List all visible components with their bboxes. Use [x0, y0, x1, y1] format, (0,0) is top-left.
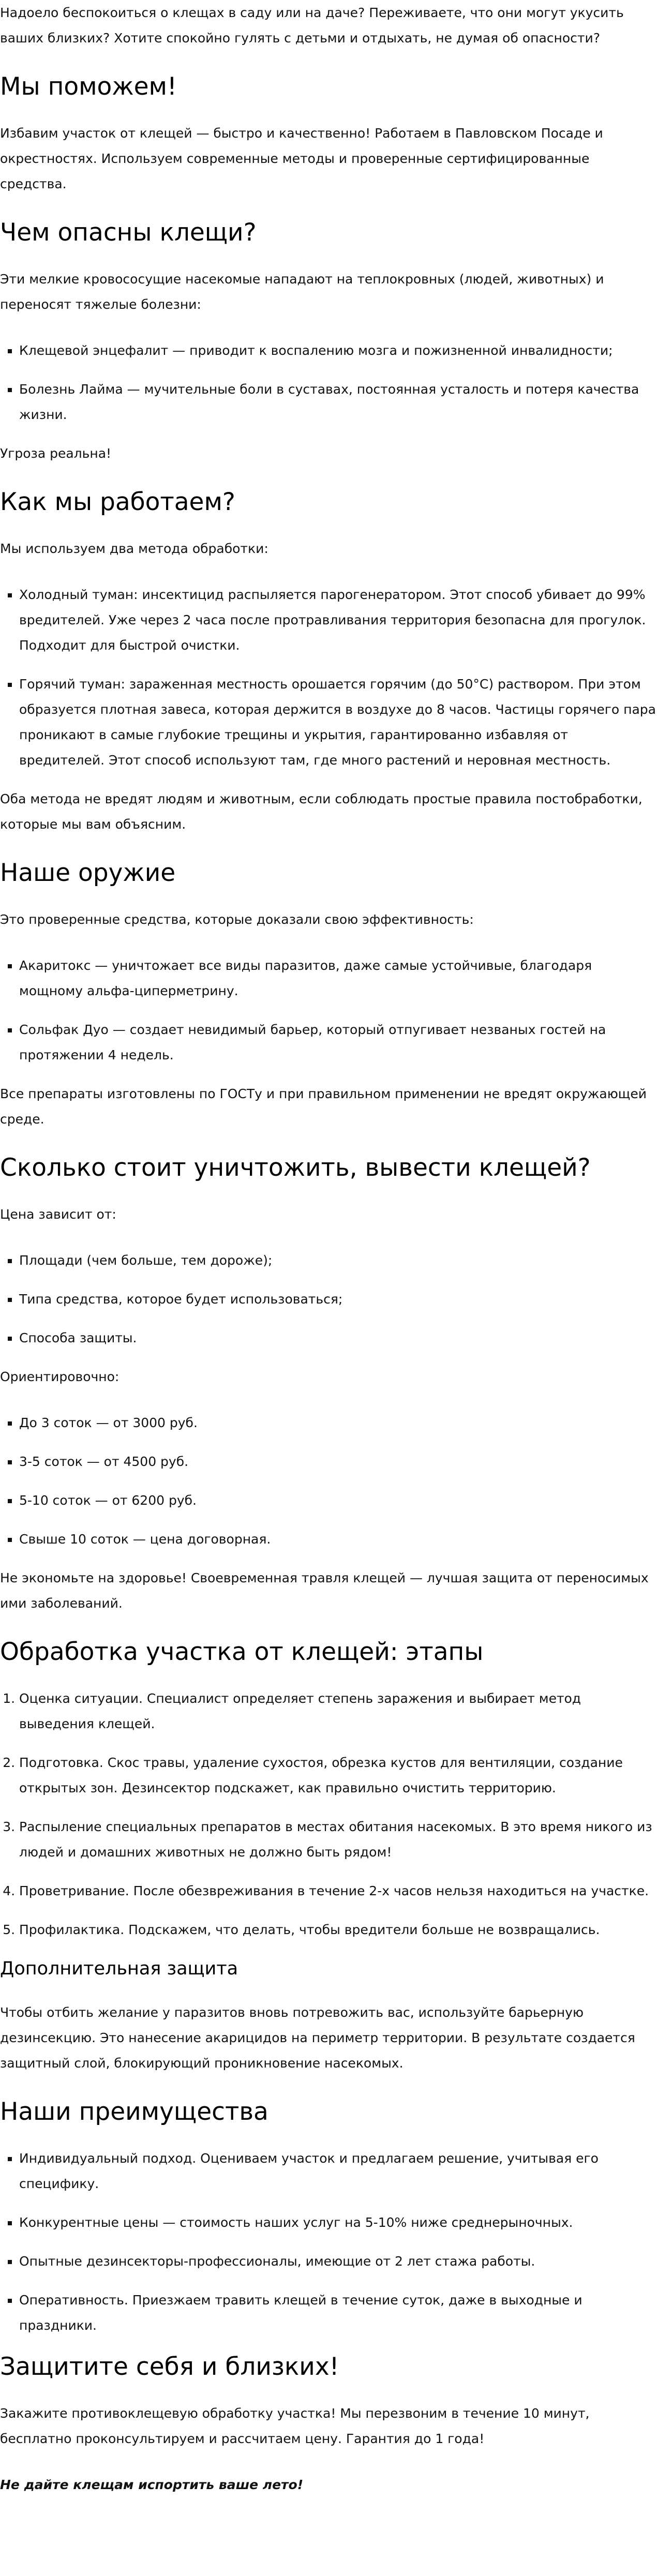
stage-item: 2. Подготовка. Скос травы, удаление сухостоя, обрезка кустов для вентиляции, создание открытых зон. Дезинсектор подскажет, как правильно очистить территорию. [19, 1750, 657, 1801]
help-paragraph: Избавим участок от клещей — быстро и качественно! Работаем в Павловском Посаде и окрестностях. Используем современные методы и проверенные сертифицированные средства. [0, 126, 603, 191]
list-item: ▪ Горячий туман: зараженная местность орошается горячим (до 50°C) раствором. При этом образуется плотная завеса, которая держится в воздухе до 8 часов. Частицы горячего пара проникают в самые глубокие трещины и укрытия, гарантированно избавляя от вредителей. Этот способ используют там, где много растений и неровная местность. [19, 671, 657, 773]
weapons-outro: Все препараты изготовлены по ГОСТу и при правильном применении не вредят окружающей среде. [0, 1086, 647, 1127]
stages-list [0, 1686, 657, 1942]
cta-text: Не дайте клещам испортить ваше лето! [0, 2477, 304, 2492]
advantages-heading: Наши преимущества [0, 2098, 268, 2126]
list-item: ▪ Способа защиты. [19, 1325, 657, 1351]
products-list [0, 953, 657, 1068]
price-paragraph: Цена зависит от: [0, 1207, 116, 1222]
methods-list [0, 582, 657, 773]
price-heading: Сколько стоит уничтожить, вывести клещей? [0, 1154, 591, 1182]
how-outro: Оба метода не вредят людям и животным, если соблюдать простые правила постобработки, которые мы вам объясним. [0, 791, 643, 832]
danger-paragraph: Эти мелкие кровососущие насекомые нападают на теплокровных (людей, животных) и переносят тяжелые болезни: [0, 272, 604, 312]
price-item: ▪ 3-5 соток — от 4500 руб. [19, 1449, 657, 1474]
help-heading: Мы поможем! [0, 72, 177, 101]
stage-item: 5. Профилактика. Подскажем, что делать, чтобы вредители больше не возвращались. [19, 1917, 657, 1942]
how-heading: Как мы работаем? [0, 488, 235, 516]
stage-item: 1. Оценка ситуации. Специалист определяет степень заражения и выбирает метод выведения клещей. [19, 1686, 657, 1736]
intro-paragraph: Надоело беспокоиться о клещах в саду или на даче? Переживаете, что они могут укусить ваших близких? Хотите спокойно гулять с детьми и отдыхать, не думая об опасности? [0, 5, 624, 46]
list-item: ▪ Типа средства, которое будет использоваться; [19, 1286, 657, 1312]
danger-outro: Угроза реальна! [0, 446, 112, 461]
advantages-list [0, 2146, 657, 2338]
list-item: ▪ Болезнь Лайма — мучительные боли в суставах, постоянная усталость и потеря качества жизни. [19, 377, 657, 427]
weapons-heading: Наше оружие [0, 859, 176, 887]
stages-heading: Обработка участка от клещей: этапы [0, 1638, 484, 1666]
price-factors-list [0, 1248, 657, 1351]
price-outro: Не экономьте на здоровье! Своевременная травля клещей — лучшая защита от переносимых ими заболеваний. [0, 1570, 649, 1611]
list-item: ▪ Холодный туман: инсектицид распыляется парогенератором. Этот способ убивает до 99% вредителей. Уже через 2 часа после протравливания территория безопасна для прогулок. Подходит для быстрой очистки. [19, 582, 657, 658]
diseases-list [0, 338, 657, 427]
prices-list [0, 1410, 657, 1552]
price-item: ▪ До 3 соток — от 3000 руб. [19, 1410, 657, 1435]
stage-item: 3. Распыление специальных препаратов в местах обитания насекомых. В это время никого из людей и домашних животных не должно быть рядом! [19, 1814, 657, 1865]
list-item: ▪ Клещевой энцефалит — приводит к воспалению мозга и пожизненной инвалидности; [19, 338, 657, 363]
protect-heading: Защитите себя и близких! [0, 2353, 339, 2381]
price-item: ▪ Свыше 10 соток — цена договорная. [19, 1526, 657, 1552]
protect-paragraph: Закажите противоклещевую обработку участка! Мы перезвоним в течение 10 минут, бесплатно проконсультируем и рассчитаем цену. Гарантия до 1 года! [0, 2406, 590, 2446]
list-item: ▪ Оперативность. Приезжаем травить клещей в течение суток, даже в выходные и праздники. [19, 2287, 657, 2338]
extra-paragraph: Чтобы отбить желание у паразитов вновь потревожить вас, используйте барьерную дезинсекцию. Это нанесение акарицидов на периметр территории. В результате создается защитный слой, блокирующий проникновение насекомых. [0, 2005, 635, 2071]
weapons-paragraph: Это проверенные средства, которые доказали свою эффективность: [0, 912, 474, 927]
extra-heading: Дополнительная защита [0, 1958, 238, 1979]
stage-item: 4. Проветривание. После обезвреживания в течение 2-х часов нельзя находиться на участке. [19, 1878, 657, 1904]
list-item: ▪ Акаритокс — уничтожает все виды паразитов, даже самые устойчивые, благодаря мощному альфа-циперметрину. [19, 953, 657, 1004]
list-item: ▪ Конкурентные цены — стоимость наших услуг на 5-10% ниже среднерыночных. [19, 2210, 657, 2235]
list-item: ▪ Индивидуальный подход. Оцениваем участок и предлагаем решение, учитывая его специфику. [19, 2146, 657, 2196]
approx-label: Ориентировочно: [0, 1369, 120, 1384]
list-item: ▪ Сольфак Дуо — создает невидимый барьер, который отпугивает незваных гостей на протяжении 4 недель. [19, 1017, 657, 1068]
how-paragraph: Мы используем два метода обработки: [0, 541, 268, 556]
list-item: ▪ Площади (чем больше, тем дороже); [19, 1248, 657, 1273]
danger-heading: Чем опасны клещи? [0, 218, 257, 247]
price-item: ▪ 5-10 соток — от 6200 руб. [19, 1488, 657, 1513]
list-item: ▪ Опытные дезинсекторы-профессионалы, имеющие от 2 лет стажа работы. [19, 2249, 657, 2274]
